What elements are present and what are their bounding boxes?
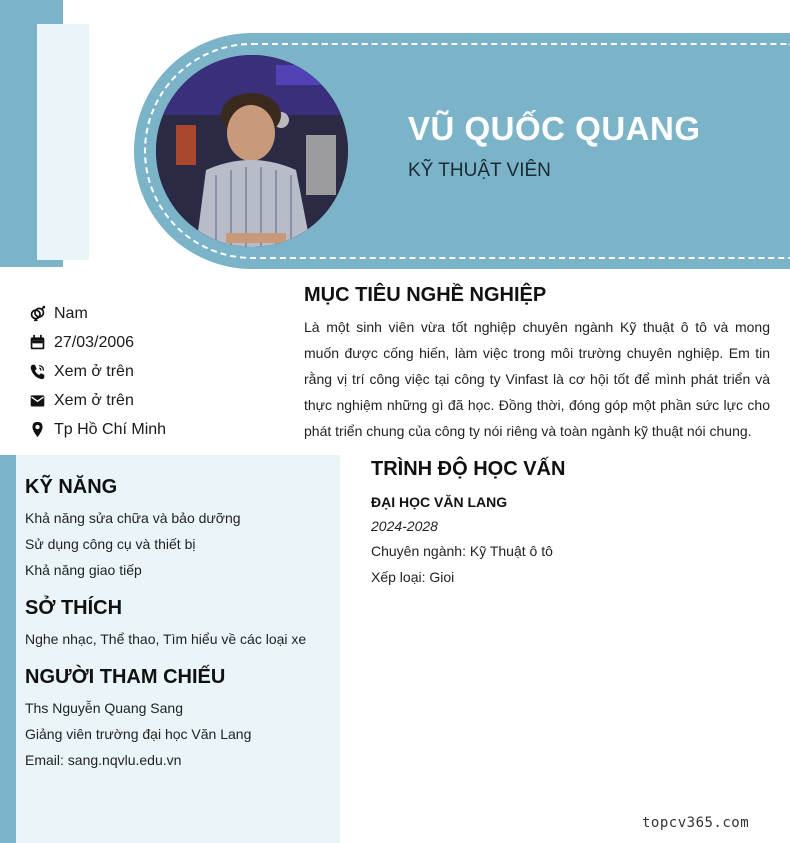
hobby-item: Nghe nhạc, Thể thao, Tìm hiểu về các loại xe — [25, 631, 307, 647]
contact-phone — [28, 357, 288, 386]
skill-item: Khả năng sửa chữa và bảo dưỡng — [25, 510, 241, 526]
contact-phone-value: Xem ở trên — [54, 362, 134, 380]
watermark: topcv365.com — [642, 815, 750, 831]
reference-item: Ths Nguyễn Quang Sang — [25, 700, 183, 716]
education-section — [371, 458, 771, 590]
gender-icon — [28, 305, 46, 323]
calendar-icon — [28, 334, 46, 352]
candidate-name: VŨ QUỐC QUANG — [408, 110, 701, 147]
job-title: KỸ THUẬT VIÊN — [408, 160, 551, 181]
contact-gender-value: Nam — [54, 304, 88, 322]
school-name: ĐẠI HỌC VĂN LANG — [371, 494, 508, 510]
references-heading: NGƯỜI THAM CHIẾU — [25, 666, 226, 688]
education-years: 2024-2028 — [371, 518, 438, 534]
skills-section — [25, 476, 335, 583]
references-section — [25, 666, 335, 773]
objective-text: Là một sinh viên vừa tốt nghiệp chuyên ngành Kỹ thuật ô tô và mong muốn được cống hiến, làm việc trong môi trường chuyên nghiệp. Em tin rằng vị trí công việc tại công ty Vinfast là cơ hội tốt để mình phát triển và thực nghiệm những gì đã học. Đồng thời, đóng góp một phần sức lực cho phát triển chung của công ty nói riêng và toàn ngành kỹ thuật nói chung. — [304, 319, 770, 439]
education-heading: TRÌNH ĐỘ HỌC VẤN — [371, 458, 566, 480]
objective-heading: MỤC TIÊU NGHỀ NGHIỆP — [304, 284, 547, 306]
objective-section — [304, 284, 770, 444]
contact-list — [28, 299, 288, 444]
location-icon — [28, 421, 46, 439]
reference-email: Email: sang.nqvlu.edu.vn — [25, 752, 182, 768]
education-major: Chuyên ngành: Kỹ Thuật ô tô — [371, 543, 553, 559]
reference-item: Giảng viên trường đại học Văn Lang — [25, 726, 252, 742]
hobbies-section — [25, 597, 335, 652]
skills-heading: KỸ NĂNG — [25, 476, 118, 498]
left-panel-content — [25, 476, 335, 773]
phone-icon — [28, 363, 46, 381]
contact-email-value: Xem ở trên — [54, 391, 134, 409]
contact-birthday-value: 27/03/2006 — [54, 333, 135, 351]
left-panel-stripe — [0, 455, 16, 843]
avatar-photo — [156, 55, 348, 247]
contact-birthday — [28, 328, 288, 357]
skill-item: Khả năng giao tiếp — [25, 562, 142, 578]
skill-item: Sử dụng công cụ và thiết bị — [25, 536, 196, 552]
contact-location — [28, 415, 288, 444]
education-grade: Xếp loại: Gioi — [371, 569, 455, 585]
avatar — [156, 55, 348, 247]
contact-email — [28, 386, 288, 415]
contact-gender — [28, 299, 288, 328]
contact-location-value: Tp Hồ Chí Minh — [54, 420, 167, 438]
hobbies-heading: SỞ THÍCH — [25, 597, 123, 619]
email-icon — [28, 392, 46, 410]
header-left-inner-bar — [37, 24, 89, 260]
